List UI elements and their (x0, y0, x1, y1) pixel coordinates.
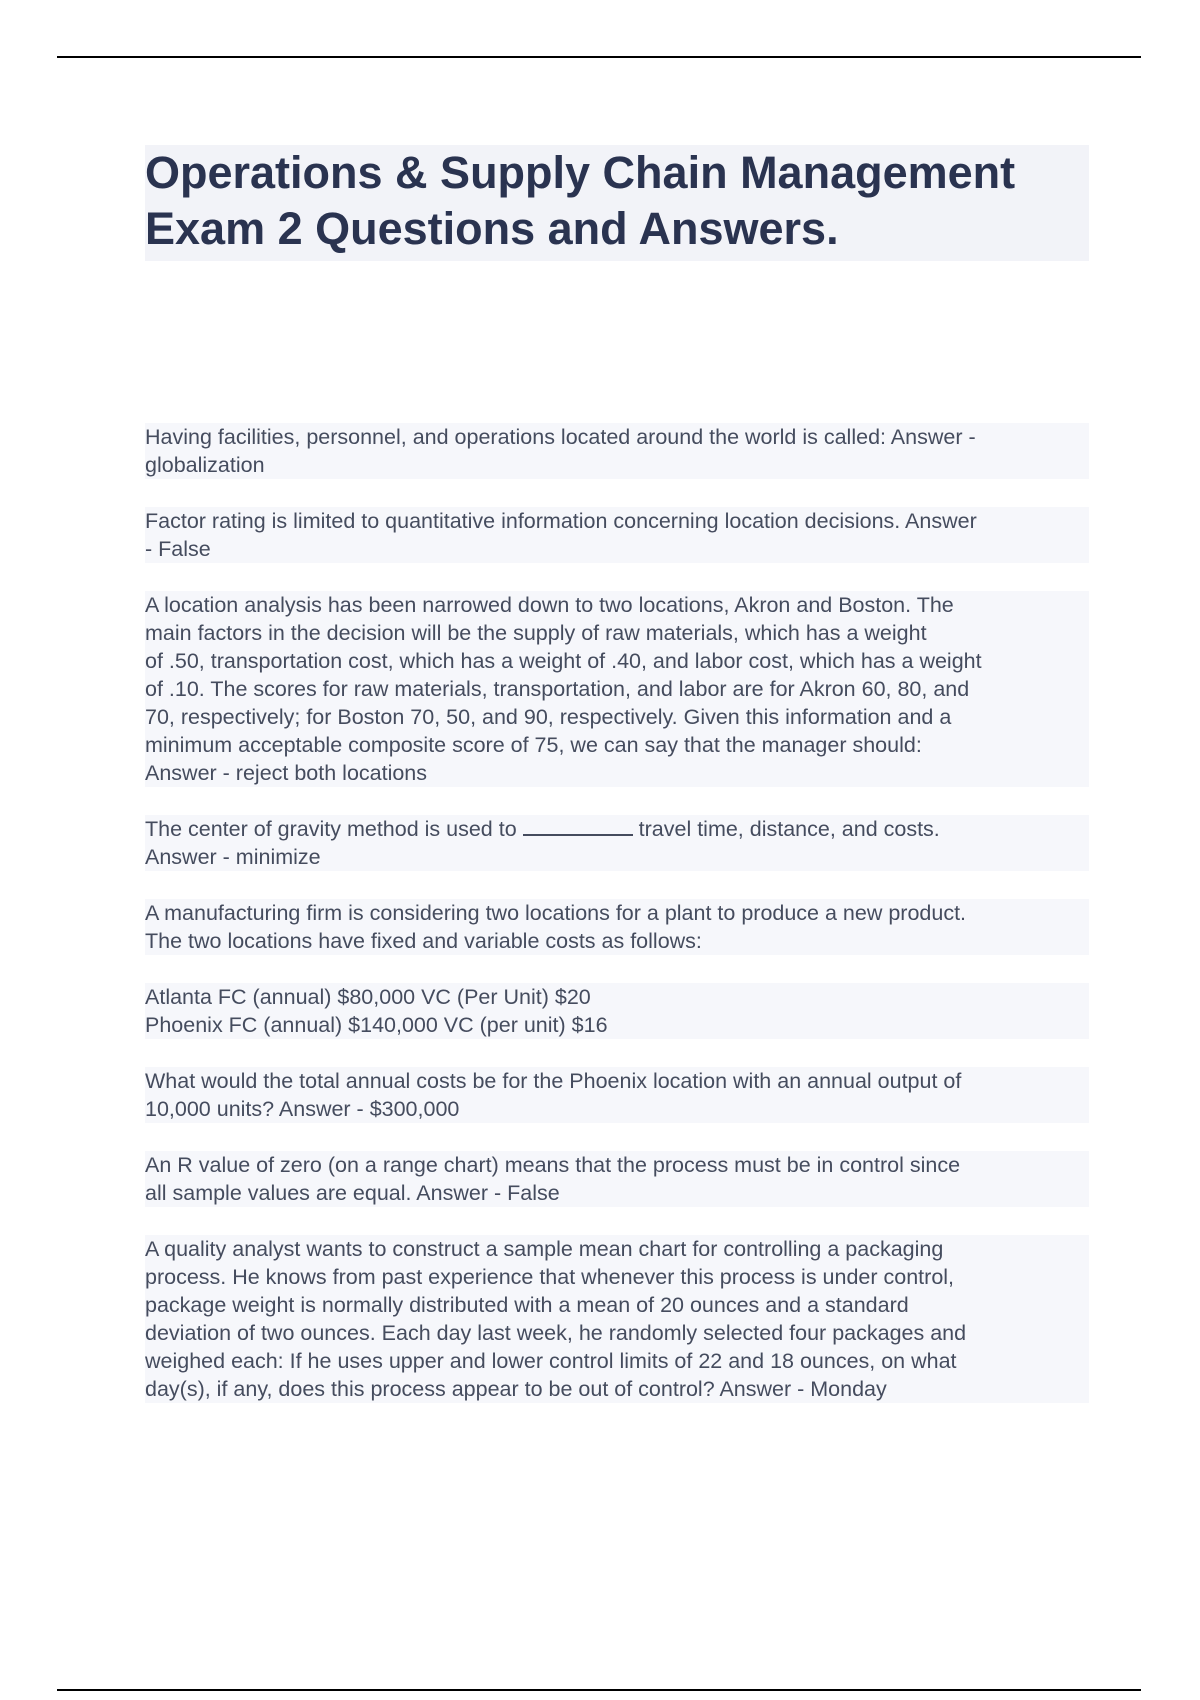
qa-item-globalization (145, 423, 1089, 479)
text-line: Answer - reject both locations (145, 761, 428, 785)
qa-item-cost-table (145, 983, 1089, 1039)
top-rule (57, 56, 1141, 58)
text-line: An R value of zero (on a range chart) means that the process must be in control since (145, 1153, 961, 1177)
text-line: process. He knows from past experience that whenever this process is under control, (145, 1265, 955, 1289)
text-line: deviation of two ounces. Each day last week, he randomly selected four packages and (145, 1321, 967, 1345)
text-line: A quality analyst wants to construct a sample mean chart for controlling a packaging (145, 1237, 944, 1261)
text-line: What would the total annual costs be for the Phoenix location with an annual output of (145, 1069, 962, 1093)
text-line: day(s), if any, does this process appear to be out of control? Answer - Monday (145, 1377, 887, 1401)
text-line: globalization (145, 453, 265, 477)
qa-list (145, 423, 1089, 1431)
text-line: weighed each: If he uses upper and lower control limits of 22 and 18 ounces, on what (145, 1349, 957, 1373)
text-line: of .50, transportation cost, which has a weight of .40, and labor cost, which has a weight (145, 649, 982, 673)
qa-item-phoenix-costs (145, 1067, 1089, 1123)
text-line: package weight is normally distributed with a mean of 20 ounces and a standard (145, 1293, 909, 1317)
text-line: A location analysis has been narrowed down to two locations, Akron and Boston. The (145, 593, 954, 617)
text-line: Atlanta FC (annual) $80,000 VC (Per Unit) $20 (145, 985, 591, 1009)
title-line-2: Exam 2 Questions and Answers. (145, 203, 839, 254)
answer-text: Answer - minimize (145, 845, 321, 869)
question-text: travel time, distance, and costs. (638, 817, 940, 841)
fill-in-blank (523, 816, 633, 836)
text-line (145, 815, 1089, 843)
qa-item-factor-rating (145, 507, 1089, 563)
bottom-rule (57, 1689, 1141, 1691)
text-line: 70, respectively; for Boston 70, 50, and 90, respectively. Given this information and a (145, 705, 952, 729)
text-line: 10,000 units? Answer - $300,000 (145, 1097, 460, 1121)
text-line: Having facilities, personnel, and operations located around the world is called: Answer - (145, 425, 976, 449)
qa-item-quality-analyst (145, 1235, 1089, 1403)
text-line: Phoenix FC (annual) $140,000 VC (per unit) $16 (145, 1013, 608, 1037)
qa-item-location-analysis (145, 591, 1089, 787)
qa-item-manufacturing-firm (145, 899, 1089, 955)
text-line: Factor rating is limited to quantitative information concerning location decisions. Answer (145, 509, 977, 533)
qa-item-r-value (145, 1151, 1089, 1207)
text-line: minimum acceptable composite score of 75, we can say that the manager should: (145, 733, 922, 757)
document-title (145, 145, 1089, 261)
qa-item-center-of-gravity (145, 815, 1089, 871)
text-line: The two locations have fixed and variable costs as follows: (145, 929, 702, 953)
text-line: of .10. The scores for raw materials, transportation, and labor are for Akron 60, 80, and (145, 677, 970, 701)
text-line: all sample values are equal. Answer - False (145, 1181, 560, 1205)
title-line-1: Operations & Supply Chain Management (145, 147, 1016, 198)
text-line: - False (145, 537, 211, 561)
question-text: The center of gravity method is used to (145, 817, 517, 841)
text-line: A manufacturing firm is considering two locations for a plant to produce a new product. (145, 901, 967, 925)
text-line: main factors in the decision will be the supply of raw materials, which has a weight (145, 621, 927, 645)
